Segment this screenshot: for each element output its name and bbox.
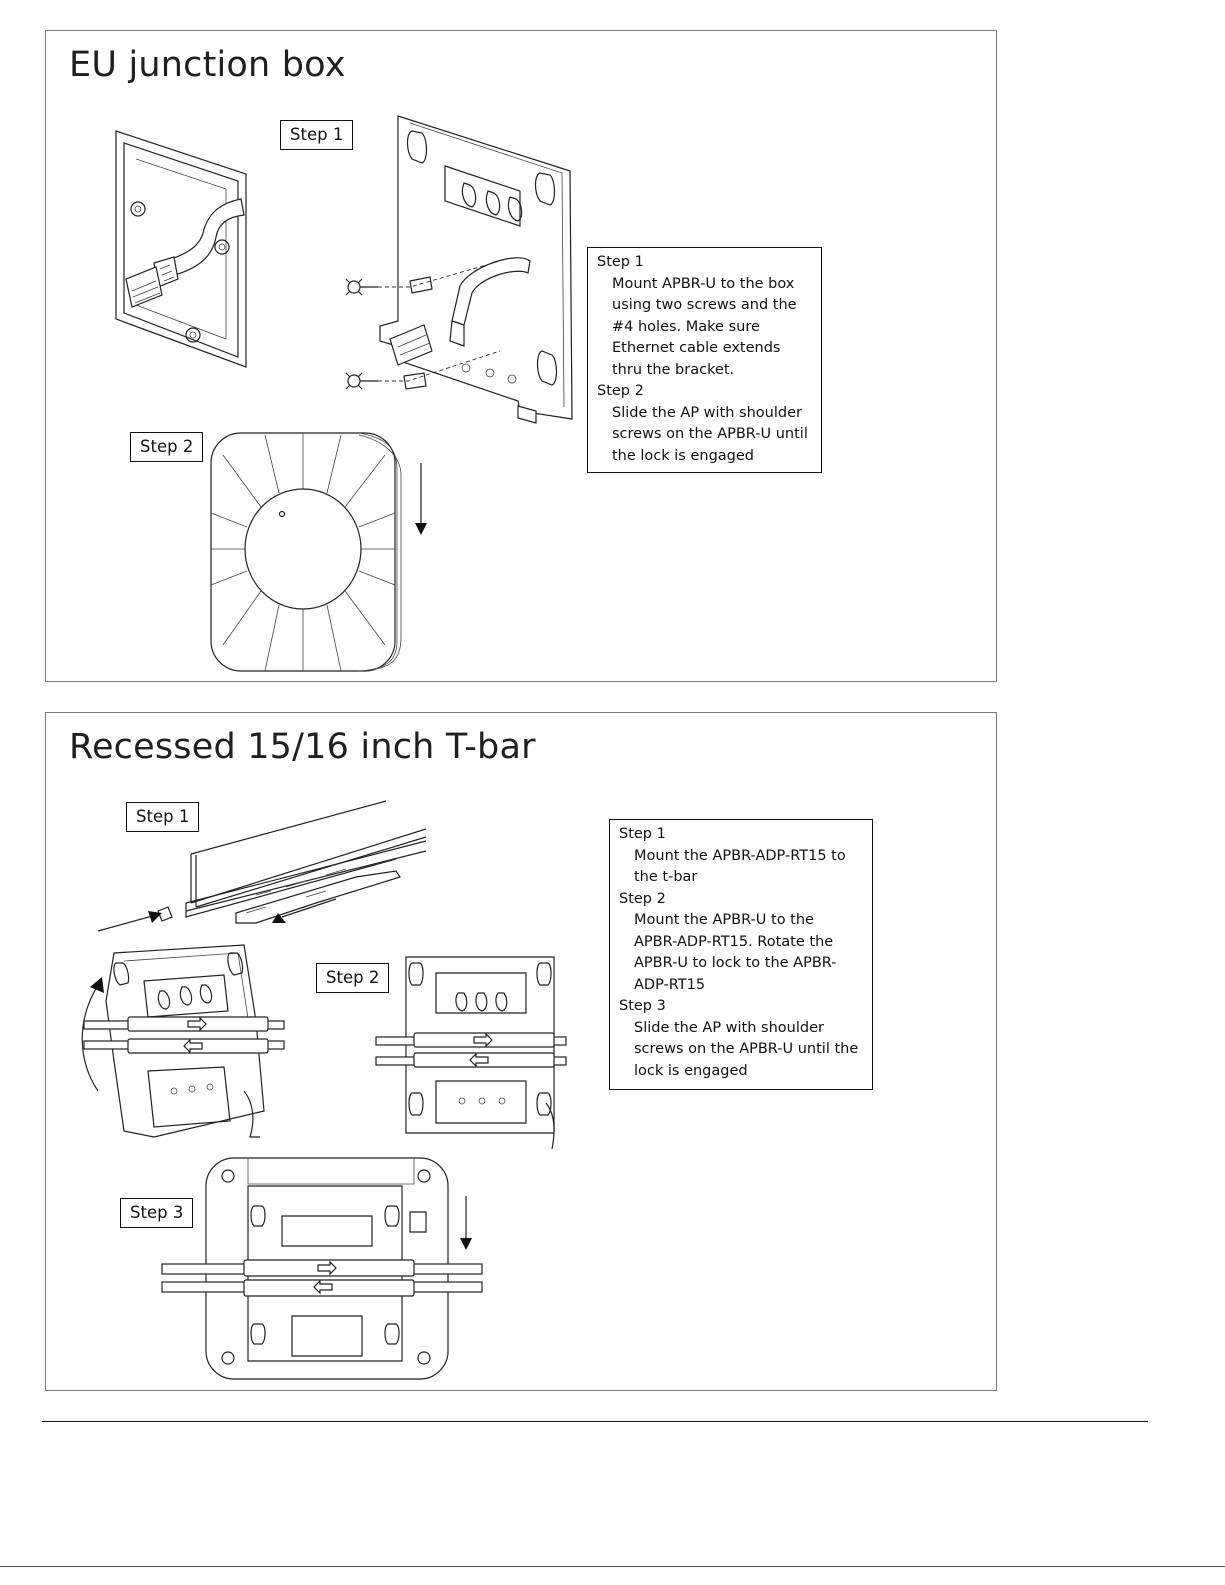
page-bottom-edge	[0, 1566, 1225, 1567]
instruction-line: ADP-RT15	[634, 976, 706, 993]
recessed-tbar-panel	[45, 712, 997, 1391]
instruction-line: the t-bar	[634, 869, 698, 885]
instruction-line: Slide the AP with shoulder	[612, 404, 802, 421]
step-1-label: Step 1	[280, 120, 353, 150]
step-3-label: Step 3	[120, 1198, 193, 1228]
instruction-step-heading: Step 3	[619, 998, 666, 1014]
step-2-label: Step 2	[316, 963, 389, 993]
bracket-locked-illustration	[376, 953, 566, 1153]
instruction-line: Mount the APBR-ADP-RT15 to	[634, 847, 846, 864]
step-2-label: Step 2	[130, 432, 203, 462]
ap-slide-illustration	[162, 1156, 482, 1381]
instruction-line: #4 holes. Make sure	[612, 318, 760, 335]
instruction-line: Mount APBR-U to the box	[612, 275, 795, 292]
instruction-line: Slide the AP with shoulder	[634, 1019, 824, 1036]
junction-box-illustration	[76, 129, 256, 369]
instruction-step-heading: Step 1	[597, 254, 644, 270]
instruction-step-heading: Step 1	[619, 826, 666, 842]
bracket-rotation-illustration	[84, 941, 284, 1151]
instruction-line: APBR-ADP-RT15. Rotate the	[634, 933, 834, 950]
eu-instructions-box	[587, 247, 822, 473]
instruction-line: the lock is engaged	[612, 447, 755, 464]
instruction-line: screws on the APBR-U until the	[634, 1041, 859, 1057]
instruction-step-heading: Step 2	[619, 890, 666, 907]
step-1-label: Step 1	[126, 802, 199, 832]
instruction-line: APBR-U to lock to the APBR-	[634, 955, 837, 971]
access-point-illustration	[209, 431, 441, 676]
footer-divider	[42, 1421, 1148, 1422]
tbar-instructions-box	[609, 819, 873, 1090]
panel-title: Recessed 15/16 inch T-bar	[69, 727, 536, 767]
instruction-step-heading: Step 2	[597, 383, 644, 399]
tbar-adapter-illustration	[96, 799, 426, 934]
bracket-mounting-illustration	[340, 111, 575, 431]
eu-junction-box-panel	[45, 30, 997, 682]
instruction-line: thru the bracket.	[612, 361, 735, 378]
instruction-line: Ethernet cable extends	[612, 340, 781, 356]
instruction-line: using two screws and the	[612, 297, 797, 313]
instruction-line: screws on the APBR-U until	[612, 426, 808, 442]
instruction-line: lock is engaged	[634, 1062, 748, 1079]
instruction-line: Mount the APBR-U to the	[634, 912, 814, 928]
panel-title: EU junction box	[69, 45, 346, 85]
